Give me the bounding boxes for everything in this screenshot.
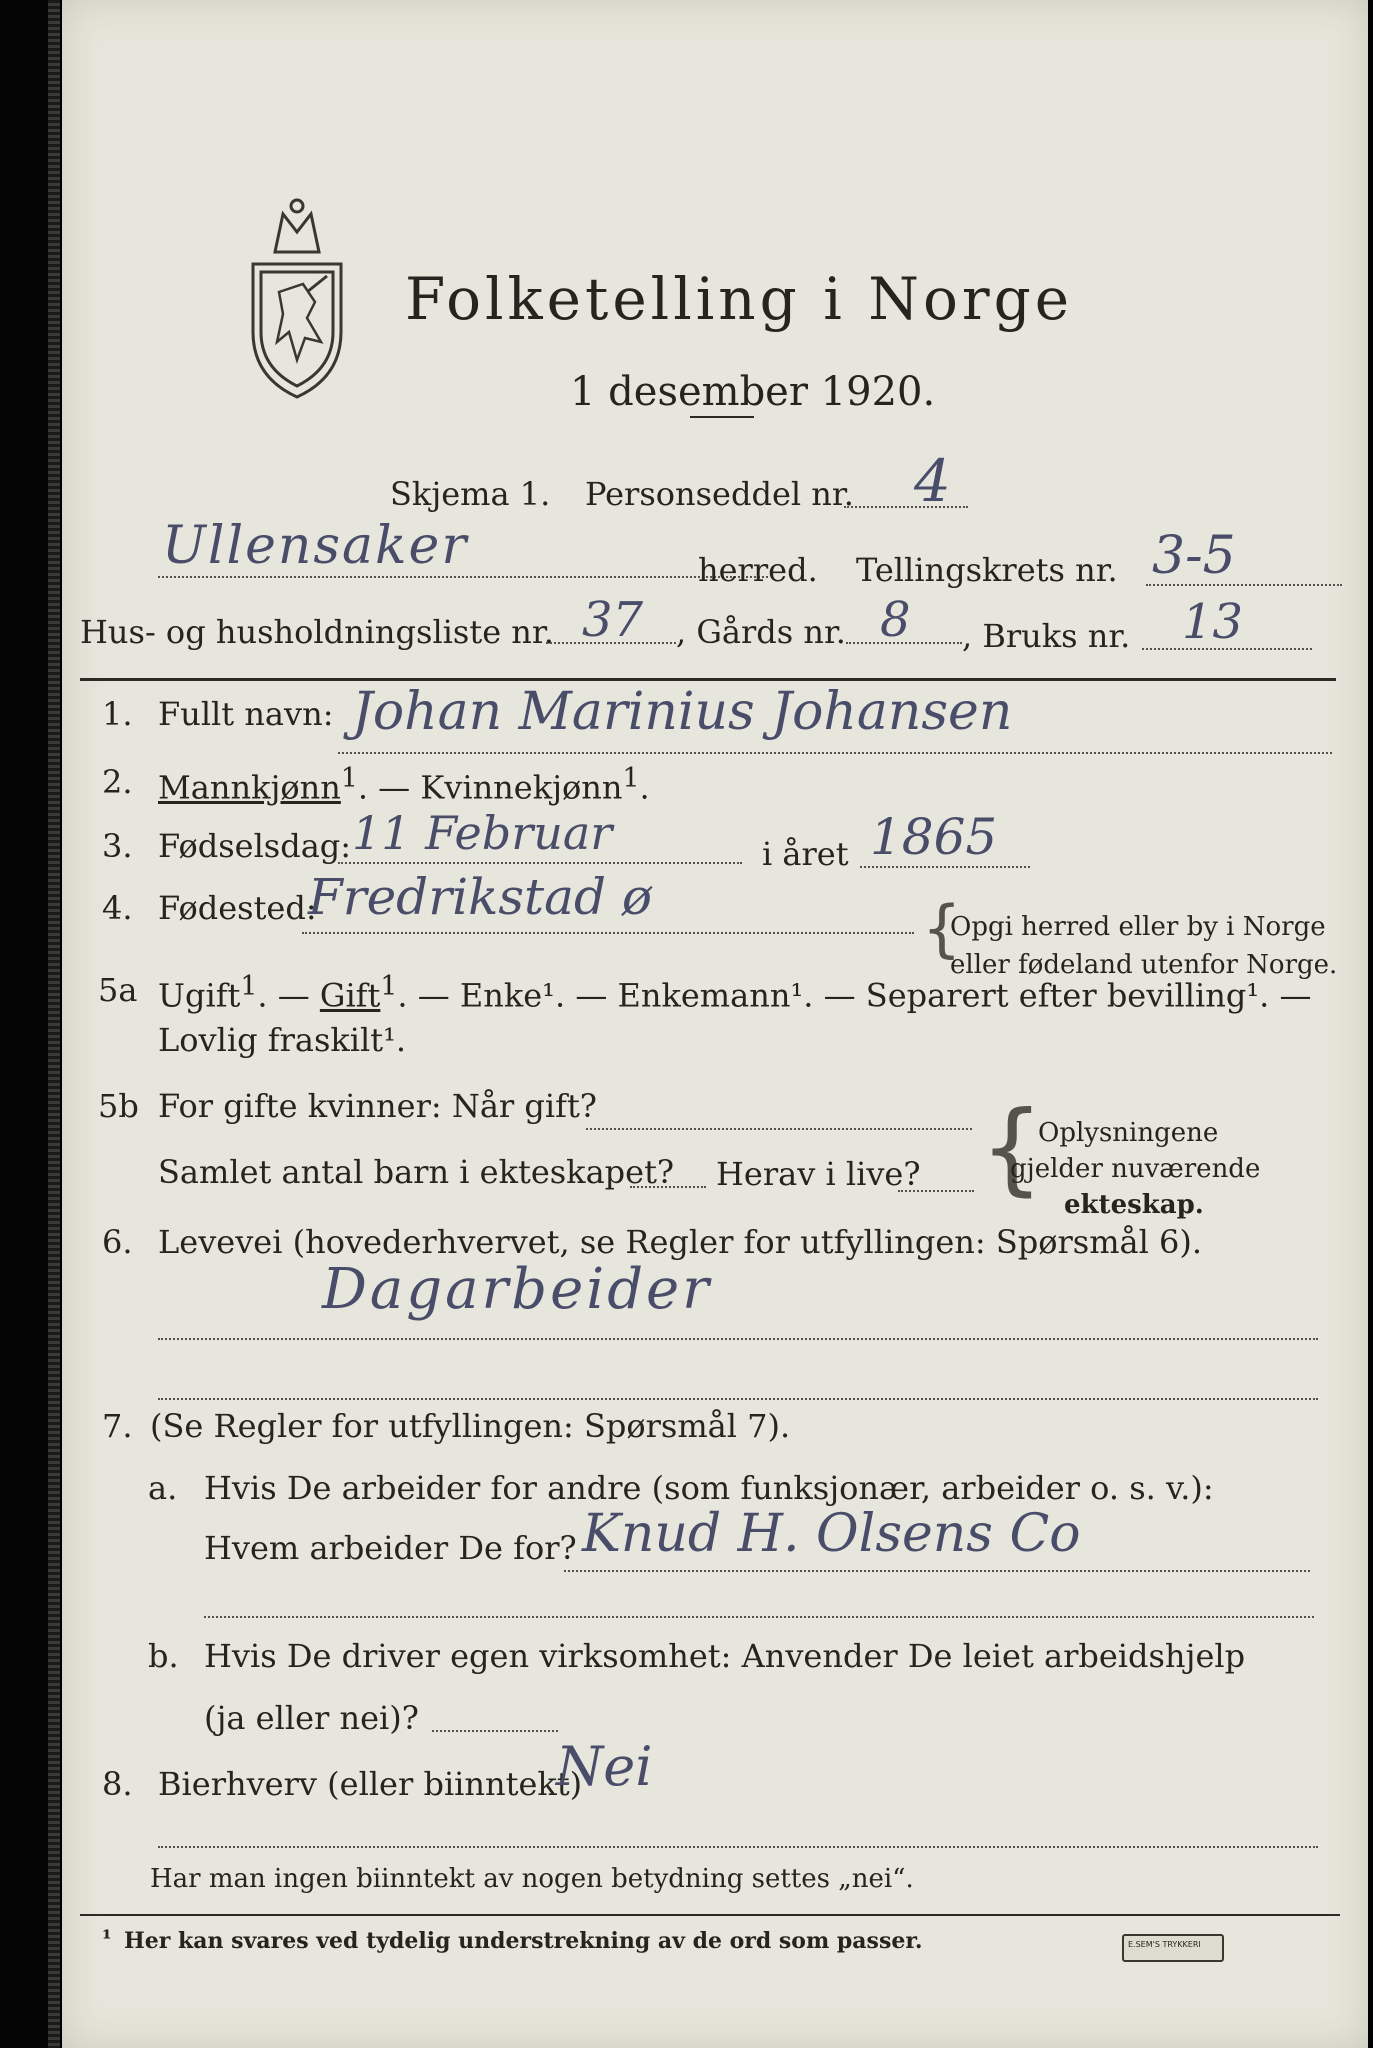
form-number-label: Skjema 1. xyxy=(390,475,551,513)
coat-of-arms-icon xyxy=(245,192,349,402)
q5b-brace: { xyxy=(980,1089,1044,1206)
q5b-children-line xyxy=(630,1186,706,1188)
q1-line xyxy=(338,752,1332,754)
q2-end: . xyxy=(639,768,650,807)
bruks-label: , Bruks nr. xyxy=(962,617,1131,655)
title-divider xyxy=(690,416,754,418)
q3-number: 3. xyxy=(102,827,133,865)
printer-stamp-text: E.SEM'S TRYKKERI xyxy=(1128,1940,1201,1949)
q8-line xyxy=(158,1846,1318,1848)
q7a-value[interactable]: Knud H. Olsens Co xyxy=(582,1504,1081,1564)
q5b-line1: For gifte kvinner: Når gift? xyxy=(158,1087,597,1125)
q5a-number: 5a xyxy=(98,971,138,1009)
q4-value[interactable]: Fredrikstad ø xyxy=(308,868,652,926)
gards-value[interactable]: 8 xyxy=(880,592,911,648)
q6-line2 xyxy=(158,1398,1318,1400)
census-form xyxy=(62,0,1368,2048)
footer-divider xyxy=(80,1914,1340,1916)
q7b-line2: (ja eller nei)? xyxy=(204,1699,419,1737)
q2-male-option[interactable]: Mannkjønn xyxy=(158,768,341,807)
q2-separator: . — xyxy=(357,768,421,807)
printer-stamp xyxy=(1122,1934,1224,1962)
q8-value[interactable]: Nei xyxy=(556,1735,653,1798)
tellingskrets-label: Tellingskrets nr. xyxy=(856,551,1118,589)
herred-label: herred. xyxy=(698,551,818,589)
q3-day-value[interactable]: 11 Februar xyxy=(352,806,613,860)
herred-value[interactable]: Ullensaker xyxy=(162,516,469,576)
q3-label: Fødselsdag: xyxy=(158,827,352,865)
q5b-line2-a: Samlet antal barn i ekteskapet? xyxy=(158,1153,675,1191)
q6-line1 xyxy=(158,1338,1318,1340)
q4-brace: { xyxy=(922,892,962,965)
q5a-rest-options[interactable]: . — Enke¹. — Enkemann¹. — Separert efter bevilling¹. — xyxy=(397,976,1312,1015)
q7b-line xyxy=(432,1730,558,1732)
no-income-note: Har man ingen biinntekt av nogen betydning settes „nei“. xyxy=(150,1864,914,1894)
q7a-line2: Hvem arbeider De for? xyxy=(204,1529,577,1567)
q2-female-option[interactable]: Kvinnekjønn xyxy=(420,768,623,807)
q5a-gift-option[interactable]: Gift xyxy=(319,976,381,1015)
q6-label: Levevei (hovederhvervet, se Regler for utfyllingen: Spørsmål 6). xyxy=(158,1223,1203,1261)
form-title: Folketelling i Norge xyxy=(405,265,1074,333)
q5a-sep: . — xyxy=(257,976,320,1015)
q8-label: Bierhverv (eller biinntekt) xyxy=(158,1765,583,1803)
q7a-line xyxy=(564,1570,1310,1572)
q4-note-line1: Opgi herred eller by i Norge xyxy=(950,912,1326,942)
gards-label: , Gårds nr. xyxy=(676,613,846,651)
q7b-number: b. xyxy=(148,1637,179,1675)
q1-number: 1. xyxy=(102,695,133,733)
q6-number: 6. xyxy=(102,1223,133,1261)
q8-number: 8. xyxy=(102,1765,133,1803)
q5a-ugift-option[interactable]: Ugift xyxy=(158,976,241,1015)
q1-label: Fullt navn: xyxy=(158,695,334,733)
q3-day-line xyxy=(338,862,742,864)
personseddel-label: Personseddel nr. xyxy=(585,475,854,513)
q5b-note-line3: ekteskap. xyxy=(1064,1190,1204,1220)
q5a-line1: Ugift$^1$. — Gift$^1$. — Enke¹. — Enkemann¹. — Separert efter bevilling¹. — xyxy=(158,971,1312,1015)
bruks-value[interactable]: 13 xyxy=(1182,594,1244,650)
footnote-mark: ¹ xyxy=(102,1926,112,1952)
header-divider xyxy=(80,678,1336,681)
q3-year-label: i året xyxy=(762,835,849,873)
personseddel-value[interactable]: 4 xyxy=(914,447,951,515)
q1-value[interactable]: Johan Marinius Johansen xyxy=(352,682,1013,742)
husliste-value[interactable]: 37 xyxy=(582,592,644,648)
q5b-alive-line xyxy=(898,1190,974,1192)
q2-options: Mannkjønn$^1$. — Kvinnekjønn$^1$. xyxy=(158,763,650,807)
q3-year-line xyxy=(860,866,1030,868)
q4-label: Fødested: xyxy=(158,889,317,927)
scan-binding-edge xyxy=(0,0,60,2048)
q2-number: 2. xyxy=(102,763,133,801)
q7-label: (Se Regler for utfyllingen: Spørsmål 7). xyxy=(150,1407,791,1445)
tellingskrets-value[interactable]: 3-5 xyxy=(1152,526,1236,586)
q4-note-line2: eller fødeland utenfor Norge. xyxy=(950,950,1338,980)
q4-line xyxy=(302,932,914,934)
q7a-line1: Hvis De arbeider for andre (som funksjonær, arbeider o. s. v.): xyxy=(204,1469,1214,1507)
q5a-line2[interactable]: Lovlig fraskilt¹. xyxy=(158,1021,407,1059)
q5b-line2-b: Herav i live? xyxy=(716,1155,921,1193)
footnote-text: Her kan svares ved tydelig understrekning av de ord som passer. xyxy=(124,1928,923,1954)
q5b-note-line2: gjelder nuværende xyxy=(1010,1154,1261,1184)
herred-line xyxy=(158,576,768,578)
q6-value[interactable]: Dagarbeider xyxy=(322,1257,712,1322)
husliste-label: Hus- og husholdningsliste nr. xyxy=(80,613,554,651)
census-date: 1 desember 1920. xyxy=(570,369,936,415)
q7a-number: a. xyxy=(148,1469,178,1507)
q7b-line1: Hvis De driver egen virksomhet: Anvender De leiet arbeidshjelp xyxy=(204,1637,1246,1675)
q5b-note-line1: Oplysningene xyxy=(1038,1118,1219,1148)
q4-number: 4. xyxy=(102,889,133,927)
q7-number: 7. xyxy=(102,1407,133,1445)
q5b-married-line xyxy=(586,1128,972,1130)
q5b-number: 5b xyxy=(98,1087,139,1125)
q3-year-value[interactable]: 1865 xyxy=(870,808,998,866)
q7a-line2-blank xyxy=(204,1616,1314,1618)
